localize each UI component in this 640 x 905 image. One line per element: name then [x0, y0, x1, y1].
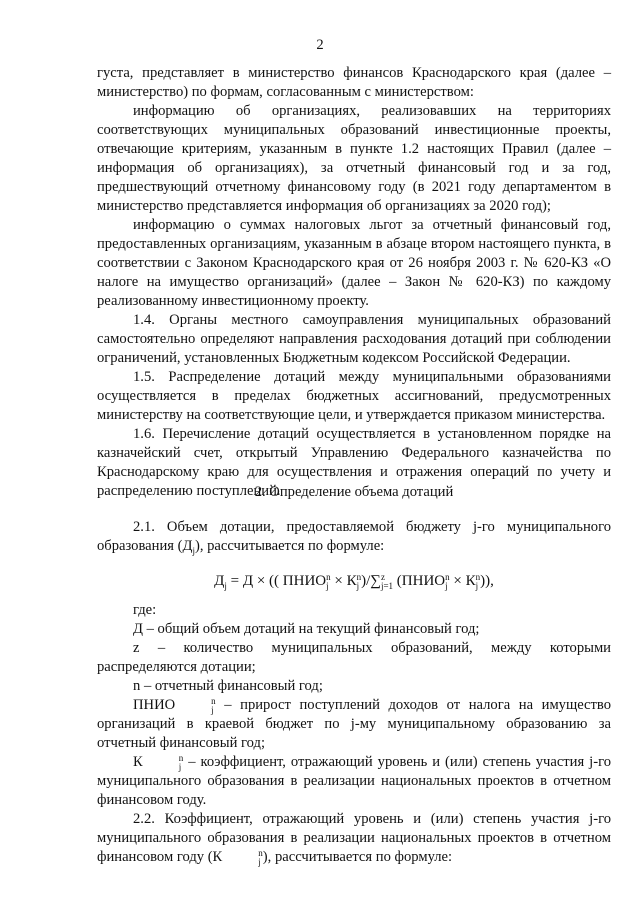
formula: $Д_j = Д$ × (( ПНИО n j × К n j )/∑ z j=1 (ПНИО n j × К n j )),	[214, 572, 494, 591]
paragraph: 1.6. Перечисление дотаций осуществляется в установленном порядке на казначейский счет, открытый Управлению Федерального казначейства по Краснодарскому краю для осуществления и отражения операций по учету и распределению поступлений.	[97, 426, 611, 499]
paragraph: информацию об организациях, реализовавших на территориях соответствующих муниципальных образований инвестиционные проекты, отвечающие критериям, указанным в пункте 1.2 настоящих Правил (далее – информация об организациях), за отчетный финансовый год и за год, предшествующий отчетному финансовому году (в 2021 году департаментом в министерство представляется информация об организациях за 2020 год);	[97, 103, 611, 214]
paragraph: где:	[133, 602, 157, 618]
paragraph: густа, представляет в министерство финансов Краснодарского края (далее – министерство) по формам, согласованным с министерством:	[97, 65, 611, 100]
paragraph: ПНИО n j – прирост поступлений доходов от налога на имущество организаций в краевой бюджет по j-му муниципальному образованию за отчетный финансовый год;	[97, 696, 611, 751]
section-heading: 2. Определение объема дотаций	[254, 484, 454, 500]
paragraphs-block-2	[97, 601, 611, 867]
paragraph: 2.1. Объем дотации, предоставляемой бюджету j-го муниципального образования $(Д_j)$, рассчитывается по формуле:	[97, 519, 611, 556]
paragraph-2-1	[97, 518, 611, 556]
paragraph: 1.4. Органы местного самоуправления муниципальных образований самостоятельно определяют направления расходования дотаций при соблюдении ограничений, установленных Бюджетным кодексом Российской Федерации.	[97, 312, 611, 366]
paragraph: информацию о суммах налоговых льгот за отчетный финансовый год, предоставленных организациям, указанным в абзаце втором настоящего пункта, в соответствии с Законом Краснодарского края от 26 ноября 2003 г. № 620-КЗ «О налоге на имущество организаций» (далее – Закон № 620-КЗ) по каждому реализованному инвестиционному проекту.	[97, 217, 611, 309]
paragraph: n – отчетный финансовый год;	[133, 678, 323, 694]
paragraphs-block-1	[97, 64, 611, 501]
paragraph: z – количество муниципальных образований, между которыми распределяются дотации;	[97, 640, 611, 675]
page-number: 2	[316, 37, 324, 53]
paragraph: Д – общий объем дотаций на текущий финансовый год;	[133, 621, 480, 637]
paragraph: К n j – коэффициент, отражающий уровень и (или) степень участия j-го муниципального образования в реализации национальных проектов в отчетном финансовом году.	[97, 753, 611, 808]
paragraph: 1.5. Распределение дотаций между муниципальными образованиями осуществляется в пределах бюджетных ассигнований, предусмотренных министерству на соответствующие цели, и утверждается приказом министерства.	[97, 369, 611, 423]
paragraph: 2.2. Коэффициент, отражающий уровень и (или) степень участия j-го муниципального образования в реализации национальных проектов в отчетном финансовом году (К n j ), рассчитывается по формуле:	[97, 811, 611, 867]
